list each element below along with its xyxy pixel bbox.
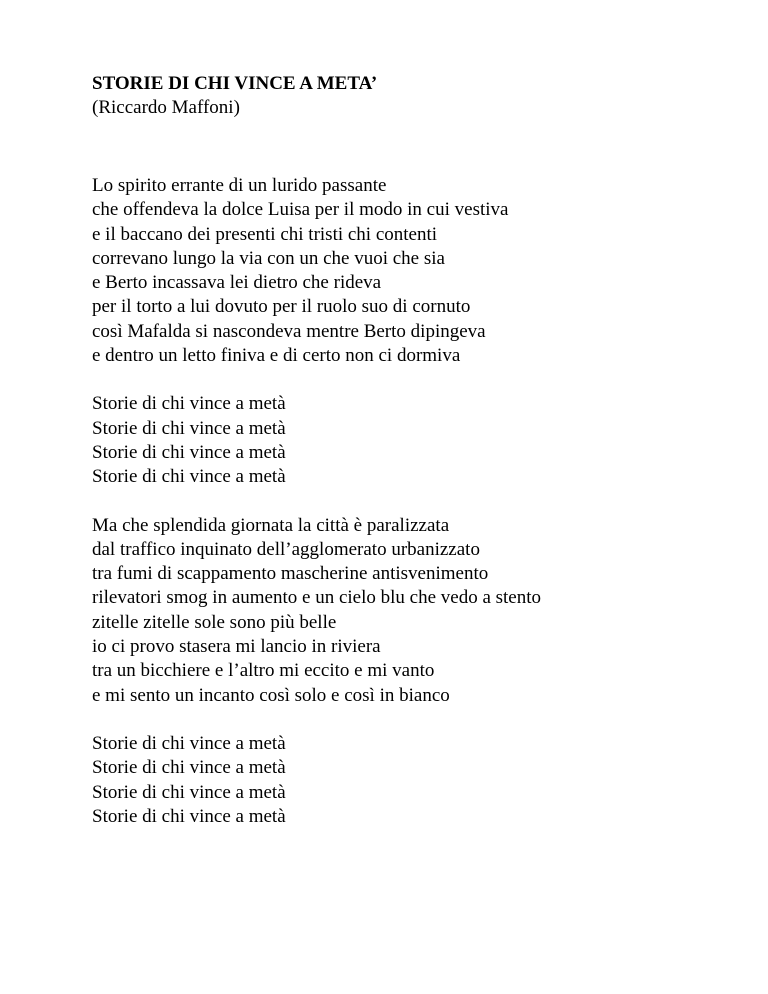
chorus-line: Storie di chi vince a metà bbox=[92, 417, 286, 439]
song-author: (Riccardo Maffoni) bbox=[92, 97, 240, 118]
verse-line: rilevatori smog in aumento e un cielo blu che vedo a stento bbox=[92, 587, 542, 609]
chorus-line: Storie di chi vince a metà bbox=[92, 466, 286, 488]
verse-line: per il torto a lui dovuto per il ruolo suo di cornuto bbox=[92, 296, 471, 318]
verse-line: e Berto incassava lei dietro che rideva bbox=[92, 272, 382, 294]
chorus-line: Storie di chi vince a metà bbox=[92, 732, 286, 754]
verse-line: io ci provo stasera mi lancio in riviera bbox=[92, 636, 381, 658]
chorus-line: Storie di chi vince a metà bbox=[92, 781, 286, 803]
verse-1 bbox=[92, 174, 752, 368]
verse-line: dal traffico inquinato dell’agglomerato urbanizzato bbox=[92, 538, 480, 560]
chorus-line: Storie di chi vince a metà bbox=[92, 393, 286, 415]
verse-line: Ma che splendida giornata la città è paralizzata bbox=[92, 514, 450, 536]
document-page bbox=[92, 72, 752, 829]
verse-line: e mi sento un incanto così solo e così in bianco bbox=[92, 684, 450, 706]
chorus-line: Storie di chi vince a metà bbox=[92, 757, 286, 779]
verse-line: zitelle zitelle sole sono più belle bbox=[92, 611, 337, 633]
verse-line: Lo spirito errante di un lurido passante bbox=[92, 175, 387, 196]
chorus-1 bbox=[92, 392, 752, 489]
verse-line: correvano lungo la via con un che vuoi che sia bbox=[92, 247, 445, 269]
song-title: STORIE DI CHI VINCE A META’ bbox=[92, 73, 378, 94]
verse-line: che offendeva la dolce Luisa per il modo in cui vestiva bbox=[92, 199, 509, 221]
chorus-line: Storie di chi vince a metà bbox=[92, 441, 286, 463]
verse-line: così Mafalda si nascondeva mentre Berto dipingeva bbox=[92, 320, 486, 342]
verse-line: e il baccano dei presenti chi tristi chi contenti bbox=[92, 223, 438, 245]
chorus-line: Storie di chi vince a metà bbox=[92, 805, 286, 827]
chorus-2 bbox=[92, 732, 752, 829]
verse-line: tra fumi di scappamento mascherine antisvenimento bbox=[92, 563, 489, 585]
verse-2 bbox=[92, 514, 752, 708]
verse-line: tra un bicchiere e l’altro mi eccito e mi vanto bbox=[92, 660, 435, 682]
verse-line: e dentro un letto finiva e di certo non ci dormiva bbox=[92, 345, 461, 367]
